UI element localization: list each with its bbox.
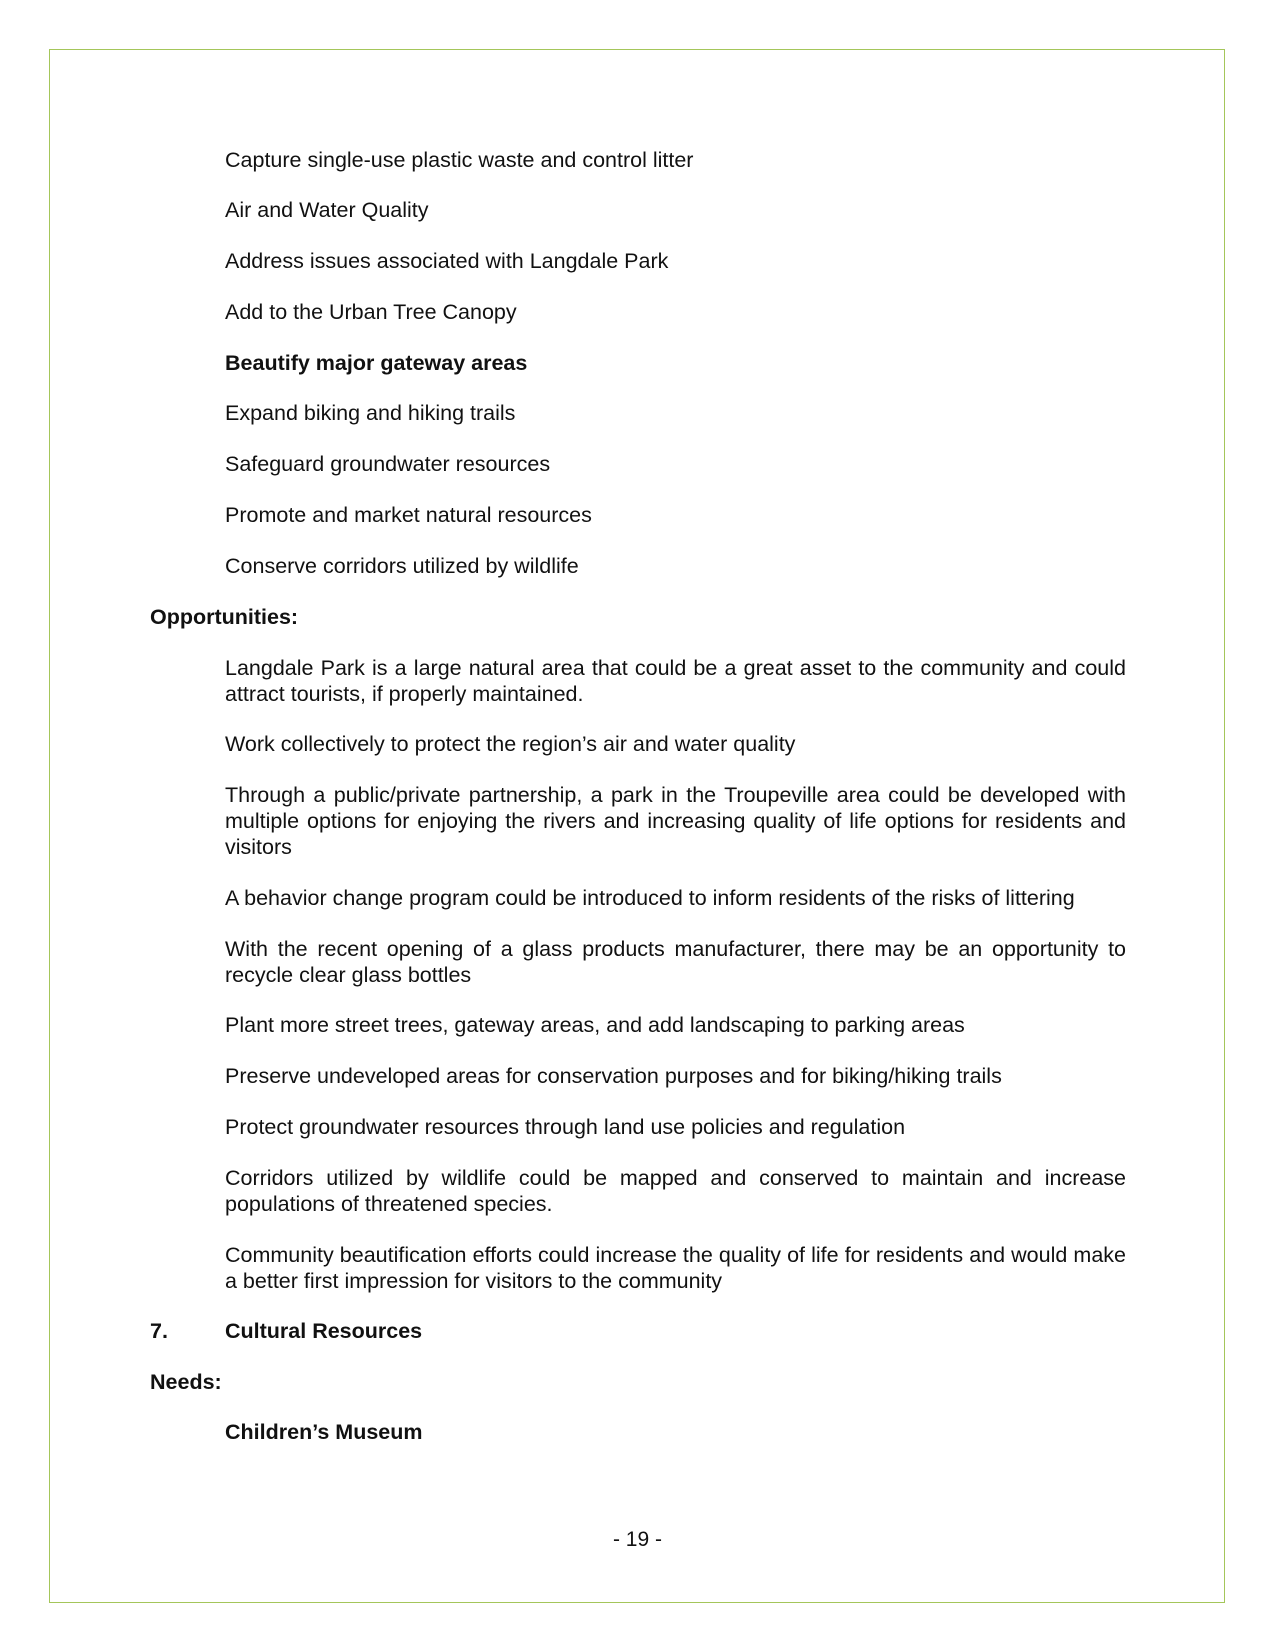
opportunity-paragraph: A behavior change program could be introduced to inform residents of the risks of littering [225, 886, 1075, 910]
cultural-need-item: Children’s Museum [225, 1420, 423, 1444]
opportunity-paragraph: Protect groundwater resources through land use policies and regulation [225, 1115, 906, 1139]
needs-heading: Needs: [150, 1370, 222, 1394]
need-item: Address issues associated with Langdale Park [225, 249, 669, 273]
opportunities-heading: Opportunities: [150, 605, 299, 629]
opportunity-paragraph: Plant more street trees, gateway areas, and add landscaping to parking areas [225, 1013, 965, 1037]
opportunity-paragraph: Community beautification efforts could increase the quality of life for residents and would make a better first impression for visitors to the community [225, 1243, 1126, 1293]
opportunity-paragraph: Through a public/private partnership, a park in the Troupeville area could be developed with multiple options for enjoying the rivers and increasing quality of life options for residents and visitors [225, 783, 1126, 859]
opportunity-paragraph: With the recent opening of a glass products manufacturer, there may be an opportunity to recycle clear glass bottles [225, 937, 1126, 987]
opportunity-paragraph: Work collectively to protect the region’s air and water quality [225, 732, 796, 756]
need-item: Add to the Urban Tree Canopy [225, 300, 517, 324]
need-item: Promote and market natural resources [225, 503, 592, 527]
opportunity-paragraph: Corridors utilized by wildlife could be mapped and conserved to maintain and increase populations of threatened species. [225, 1166, 1126, 1216]
page-number: - 19 - [612, 1528, 662, 1551]
section-title: Cultural Resources [225, 1319, 423, 1343]
need-item: Air and Water Quality [225, 198, 429, 222]
section-number: 7. [150, 1319, 168, 1343]
need-item: Conserve corridors utilized by wildlife [225, 554, 579, 578]
need-item: Capture single-use plastic waste and control litter [225, 148, 694, 172]
opportunity-paragraph: Preserve undeveloped areas for conservation purposes and for biking/hiking trails [225, 1064, 1002, 1088]
need-item: Expand biking and hiking trails [225, 401, 516, 425]
opportunity-paragraph: Langdale Park is a large natural area that could be a great asset to the community and could attract tourists, if properly maintained. [225, 656, 1126, 706]
need-item: Safeguard groundwater resources [225, 452, 551, 476]
need-item-bold: Beautify major gateway areas [225, 351, 528, 375]
